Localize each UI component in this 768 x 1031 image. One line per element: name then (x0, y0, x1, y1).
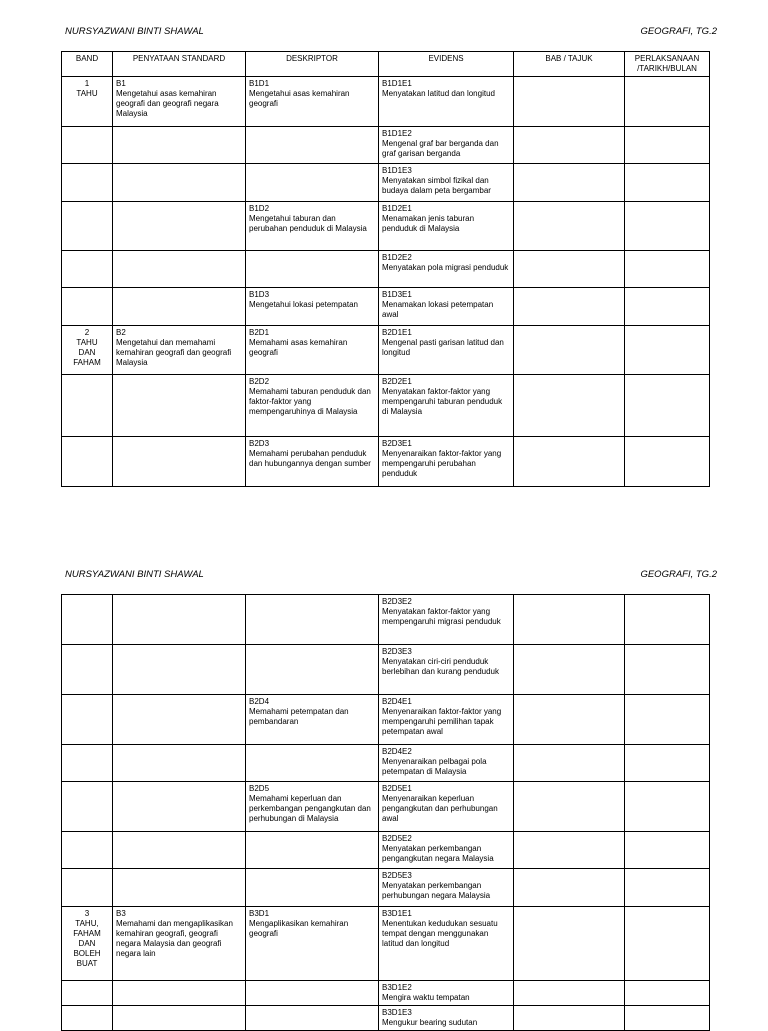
table-body-page-2 (62, 595, 710, 1031)
standard-cell-line: B2 (116, 328, 126, 337)
evidence-cell-line: B1D1E1 (382, 79, 412, 88)
evidence-cell-line: B1D3E1 (382, 290, 412, 299)
descriptor-cell-line: B2D2 (249, 377, 270, 386)
band-cell-line: DAN (78, 939, 96, 948)
evidence-cell-line: B2D4E2 (382, 747, 412, 756)
evidence-cell-line: Mengenal pasti garisan latitud dan longitud (382, 338, 504, 357)
band-cell-line: TAHU, (75, 919, 99, 928)
band-cell (62, 77, 113, 127)
band-cell-line: 3 (84, 909, 90, 918)
band-cell-line: 2 (84, 328, 90, 337)
standards-table-page-1 (61, 51, 710, 487)
implementation-cell (625, 832, 710, 869)
band-cell (62, 645, 113, 695)
chapter-cell (514, 869, 625, 907)
chapter-cell (514, 127, 625, 164)
evidence-cell (379, 645, 514, 695)
descriptor-cell-line: Mengaplikasikan kemahiran geografi (249, 919, 349, 938)
standard-cell (113, 869, 246, 907)
band-cell (62, 869, 113, 907)
descriptor-cell (246, 981, 379, 1006)
descriptor-cell-line: Memahami keperluan dan perkembangan pengangkutan dan perhubungan di Malaysia (249, 794, 371, 823)
evidence-cell (379, 375, 514, 437)
descriptor-cell (246, 288, 379, 326)
evidence-cell-line: Menyatakan perkembangan perhubungan negara Malaysia (382, 881, 491, 900)
evidence-cell-line: B1D1E2 (382, 129, 412, 138)
evidence-cell-line: B2D4E1 (382, 697, 412, 706)
column-header-descriptor: DESKRIPTOR (246, 52, 379, 77)
chapter-cell (514, 907, 625, 981)
column-header-evidence: EVIDENS (379, 52, 514, 77)
table-row (62, 745, 710, 782)
band-cell (62, 437, 113, 487)
band-cell (62, 832, 113, 869)
evidence-cell-line: B2D3E3 (382, 647, 412, 656)
band-cell (62, 782, 113, 832)
implementation-cell (625, 437, 710, 487)
evidence-cell-line: B2D5E1 (382, 784, 412, 793)
standard-cell (113, 164, 246, 202)
evidence-cell (379, 288, 514, 326)
descriptor-cell (246, 164, 379, 202)
evidence-cell-line: Menyenaraikan pelbagai pola petempatan di Malaysia (382, 757, 487, 776)
evidence-cell (379, 202, 514, 251)
subject-label-2: GEOGRAFI, TG.2 (640, 569, 717, 580)
table-row (62, 645, 710, 695)
table-body-page-1 (62, 77, 710, 487)
column-header-implementation: PERLAKSANAAN /TARIKH/BULAN (625, 52, 710, 77)
band-cell (62, 981, 113, 1006)
band-cell (62, 745, 113, 782)
band-cell (62, 127, 113, 164)
evidence-cell-line: Menyatakan latitud dan longitud (382, 89, 495, 98)
evidence-cell-line: Menyenaraikan faktor-faktor yang mempengaruhi pemilihan tapak petempatan awal (382, 707, 502, 736)
evidence-cell (379, 869, 514, 907)
standard-cell (113, 695, 246, 745)
evidence-cell-line: Mengenal graf bar berganda dan graf garisan berganda (382, 139, 499, 158)
chapter-cell (514, 645, 625, 695)
implementation-cell (625, 288, 710, 326)
author-name: NURSYAZWANI BINTI SHAWAL (65, 26, 204, 37)
implementation-cell (625, 375, 710, 437)
chapter-cell (514, 595, 625, 645)
table-row (62, 832, 710, 869)
evidence-cell (379, 1006, 514, 1031)
evidence-cell-line: B2D5E2 (382, 834, 412, 843)
standard-cell (113, 251, 246, 288)
descriptor-cell-line: B2D1 (249, 328, 270, 337)
evidence-cell-line: B3D1E3 (382, 1008, 412, 1017)
implementation-cell (625, 782, 710, 832)
descriptor-cell (246, 375, 379, 437)
descriptor-cell (246, 869, 379, 907)
table-row (62, 907, 710, 981)
implementation-cell (625, 127, 710, 164)
evidence-cell (379, 981, 514, 1006)
evidence-cell-line: Menentukan kedudukan sesuatu tempat dengan menggunakan latitud dan longitud (382, 919, 498, 948)
descriptor-cell-line: B1D1 (249, 79, 270, 88)
evidence-cell (379, 127, 514, 164)
band-cell (62, 288, 113, 326)
standard-cell (113, 326, 246, 375)
column-header-chapter: BAB / TAJUK (514, 52, 625, 77)
descriptor-cell-line: B1D2 (249, 204, 270, 213)
chapter-cell (514, 251, 625, 288)
standard-cell (113, 595, 246, 645)
chapter-cell (514, 375, 625, 437)
descriptor-cell (246, 907, 379, 981)
descriptor-cell-line: Mengetahui taburan dan perubahan penduduk di Malaysia (249, 214, 367, 233)
standard-cell (113, 645, 246, 695)
evidence-cell-line: Mengukur bearing sudutan (382, 1018, 478, 1027)
evidence-cell-line: Menyatakan pola migrasi penduduk (382, 263, 509, 272)
standard-cell (113, 77, 246, 127)
subject-label: GEOGRAFI, TG.2 (640, 26, 717, 37)
evidence-cell-line: Mengira waktu tempatan (382, 993, 470, 1002)
band-cell-line: TAHU (76, 89, 98, 98)
descriptor-cell (246, 645, 379, 695)
table-header-row (62, 52, 710, 77)
evidence-cell-line: Menyenaraikan faktor-faktor yang mempengaruhi perubahan penduduk (382, 449, 502, 478)
standard-cell (113, 375, 246, 437)
evidence-cell-line: Menyatakan faktor-faktor yang mempengaruhi taburan penduduk di Malaysia (382, 387, 503, 416)
implementation-cell (625, 869, 710, 907)
table-row (62, 127, 710, 164)
implementation-cell (625, 595, 710, 645)
table-row (62, 869, 710, 907)
descriptor-cell-line: Memahami perubahan penduduk dan hubungannya dengan sumber (249, 449, 371, 468)
table-row (62, 375, 710, 437)
band-cell (62, 251, 113, 288)
evidence-cell-line: B2D3E2 (382, 597, 412, 606)
standard-cell-line: Mengetahui dan memahami kemahiran geografi dan geografi Malaysia (116, 338, 232, 367)
evidence-cell (379, 326, 514, 375)
band-cell (62, 695, 113, 745)
band-cell (62, 595, 113, 645)
evidence-cell-line: B1D2E1 (382, 204, 412, 213)
table-row (62, 981, 710, 1006)
chapter-cell (514, 164, 625, 202)
descriptor-cell-line: Mengetahui asas kemahiran geografi (249, 89, 350, 108)
implementation-cell (625, 907, 710, 981)
descriptor-cell-line: B2D5 (249, 784, 270, 793)
band-cell (62, 907, 113, 981)
page-header (65, 26, 717, 40)
standard-cell-line: B3 (116, 909, 126, 918)
standard-cell (113, 437, 246, 487)
evidence-cell-line: B1D1E3 (382, 166, 412, 175)
evidence-cell-line: B2D5E3 (382, 871, 412, 880)
descriptor-cell-line: B2D4 (249, 697, 270, 706)
band-cell (62, 202, 113, 251)
chapter-cell (514, 832, 625, 869)
band-cell (62, 375, 113, 437)
descriptor-cell (246, 745, 379, 782)
evidence-cell (379, 251, 514, 288)
implementation-cell (625, 202, 710, 251)
evidence-cell-line: Menamakan lokasi petempatan awal (382, 300, 494, 319)
table-row (62, 164, 710, 202)
standard-cell (113, 202, 246, 251)
chapter-cell (514, 77, 625, 127)
table-row (62, 437, 710, 487)
band-cell-line: BUAT (76, 959, 98, 968)
descriptor-cell-line: Mengetahui lokasi petempatan (249, 300, 358, 309)
table-row (62, 1006, 710, 1031)
band-cell-line: FAHAM (73, 358, 101, 367)
evidence-cell-line: Menyatakan faktor-faktor yang mempengaruhi migrasi penduduk (382, 607, 501, 626)
standard-cell (113, 907, 246, 981)
evidence-cell (379, 745, 514, 782)
table-row (62, 782, 710, 832)
evidence-cell-line: B3D1E1 (382, 909, 412, 918)
descriptor-cell (246, 437, 379, 487)
implementation-cell (625, 1006, 710, 1031)
implementation-cell (625, 251, 710, 288)
evidence-cell-line: B2D3E1 (382, 439, 412, 448)
table-row (62, 288, 710, 326)
evidence-cell-line: B2D1E1 (382, 328, 412, 337)
chapter-cell (514, 1006, 625, 1031)
evidence-cell (379, 77, 514, 127)
chapter-cell (514, 288, 625, 326)
descriptor-cell (246, 251, 379, 288)
descriptor-cell (246, 782, 379, 832)
standard-cell (113, 1006, 246, 1031)
implementation-cell (625, 695, 710, 745)
evidence-cell (379, 832, 514, 869)
standard-cell-line: Mengetahui asas kemahiran geografi dan geografi negara Malaysia (116, 89, 219, 118)
descriptor-cell (246, 1006, 379, 1031)
descriptor-cell-line: B2D3 (249, 439, 270, 448)
implementation-cell (625, 645, 710, 695)
standard-cell (113, 832, 246, 869)
table-row (62, 202, 710, 251)
table-row (62, 251, 710, 288)
standard-cell-line: B1 (116, 79, 126, 88)
chapter-cell (514, 745, 625, 782)
implementation-cell (625, 326, 710, 375)
page-header-2 (65, 569, 717, 583)
descriptor-cell (246, 695, 379, 745)
standard-cell (113, 745, 246, 782)
standards-table-page-2 (61, 594, 710, 1031)
implementation-cell (625, 981, 710, 1006)
band-cell-line: DAN (78, 348, 96, 357)
chapter-cell (514, 695, 625, 745)
table-row (62, 695, 710, 745)
column-header-standard: PENYATAAN STANDARD (113, 52, 246, 77)
evidence-cell-line: Menamakan jenis taburan penduduk di Malaysia (382, 214, 475, 233)
chapter-cell (514, 782, 625, 832)
table-row (62, 595, 710, 645)
standard-cell (113, 981, 246, 1006)
descriptor-cell-line: B1D3 (249, 290, 270, 299)
author-name-2: NURSYAZWANI BINTI SHAWAL (65, 569, 204, 580)
evidence-cell (379, 164, 514, 202)
chapter-cell (514, 437, 625, 487)
column-header-band: BAND (62, 52, 113, 77)
evidence-cell-line: Menyatakan perkembangan pengangkutan negara Malaysia (382, 844, 494, 863)
standard-cell-line: Memahami dan mengaplikasikan kemahiran geografi, geografi negara Malaysia dan geografi negara lain (116, 919, 233, 958)
band-cell (62, 1006, 113, 1031)
descriptor-cell (246, 326, 379, 375)
evidence-cell-line: Menyenaraikan keperluan pengangkutan dan perhubungan awal (382, 794, 498, 823)
chapter-cell (514, 326, 625, 375)
evidence-cell (379, 907, 514, 981)
descriptor-cell (246, 77, 379, 127)
descriptor-cell (246, 127, 379, 164)
table-row (62, 77, 710, 127)
evidence-cell-line: B2D2E1 (382, 377, 412, 386)
standard-cell (113, 782, 246, 832)
descriptor-cell-line: Memahami taburan penduduk dan faktor-faktor yang mempengaruhinya di Malaysia (249, 387, 371, 416)
descriptor-cell-line: Memahami asas kemahiran geografi (249, 338, 348, 357)
standard-cell (113, 288, 246, 326)
evidence-cell-line: Menyatakan simbol fizikal dan budaya dalam peta bergambar (382, 176, 491, 195)
evidence-cell (379, 437, 514, 487)
evidence-cell-line: B1D2E2 (382, 253, 412, 262)
descriptor-cell (246, 832, 379, 869)
band-cell-line: BOLEH (73, 949, 101, 958)
evidence-cell-line: Menyatakan ciri-ciri penduduk berlebihan dan kurang penduduk (382, 657, 499, 676)
implementation-cell (625, 77, 710, 127)
band-cell-line: TAHU (76, 338, 98, 347)
evidence-cell (379, 595, 514, 645)
band-cell-line: FAHAM (73, 929, 101, 938)
evidence-cell-line: B3D1E2 (382, 983, 412, 992)
evidence-cell (379, 782, 514, 832)
band-cell (62, 326, 113, 375)
evidence-cell (379, 695, 514, 745)
descriptor-cell-line: B3D1 (249, 909, 270, 918)
band-cell (62, 164, 113, 202)
descriptor-cell-line: Memahami petempatan dan pembandaran (249, 707, 349, 726)
descriptor-cell (246, 202, 379, 251)
implementation-cell (625, 164, 710, 202)
band-cell-line: 1 (84, 79, 90, 88)
descriptor-cell (246, 595, 379, 645)
chapter-cell (514, 202, 625, 251)
table-row (62, 326, 710, 375)
implementation-cell (625, 745, 710, 782)
chapter-cell (514, 981, 625, 1006)
standard-cell (113, 127, 246, 164)
